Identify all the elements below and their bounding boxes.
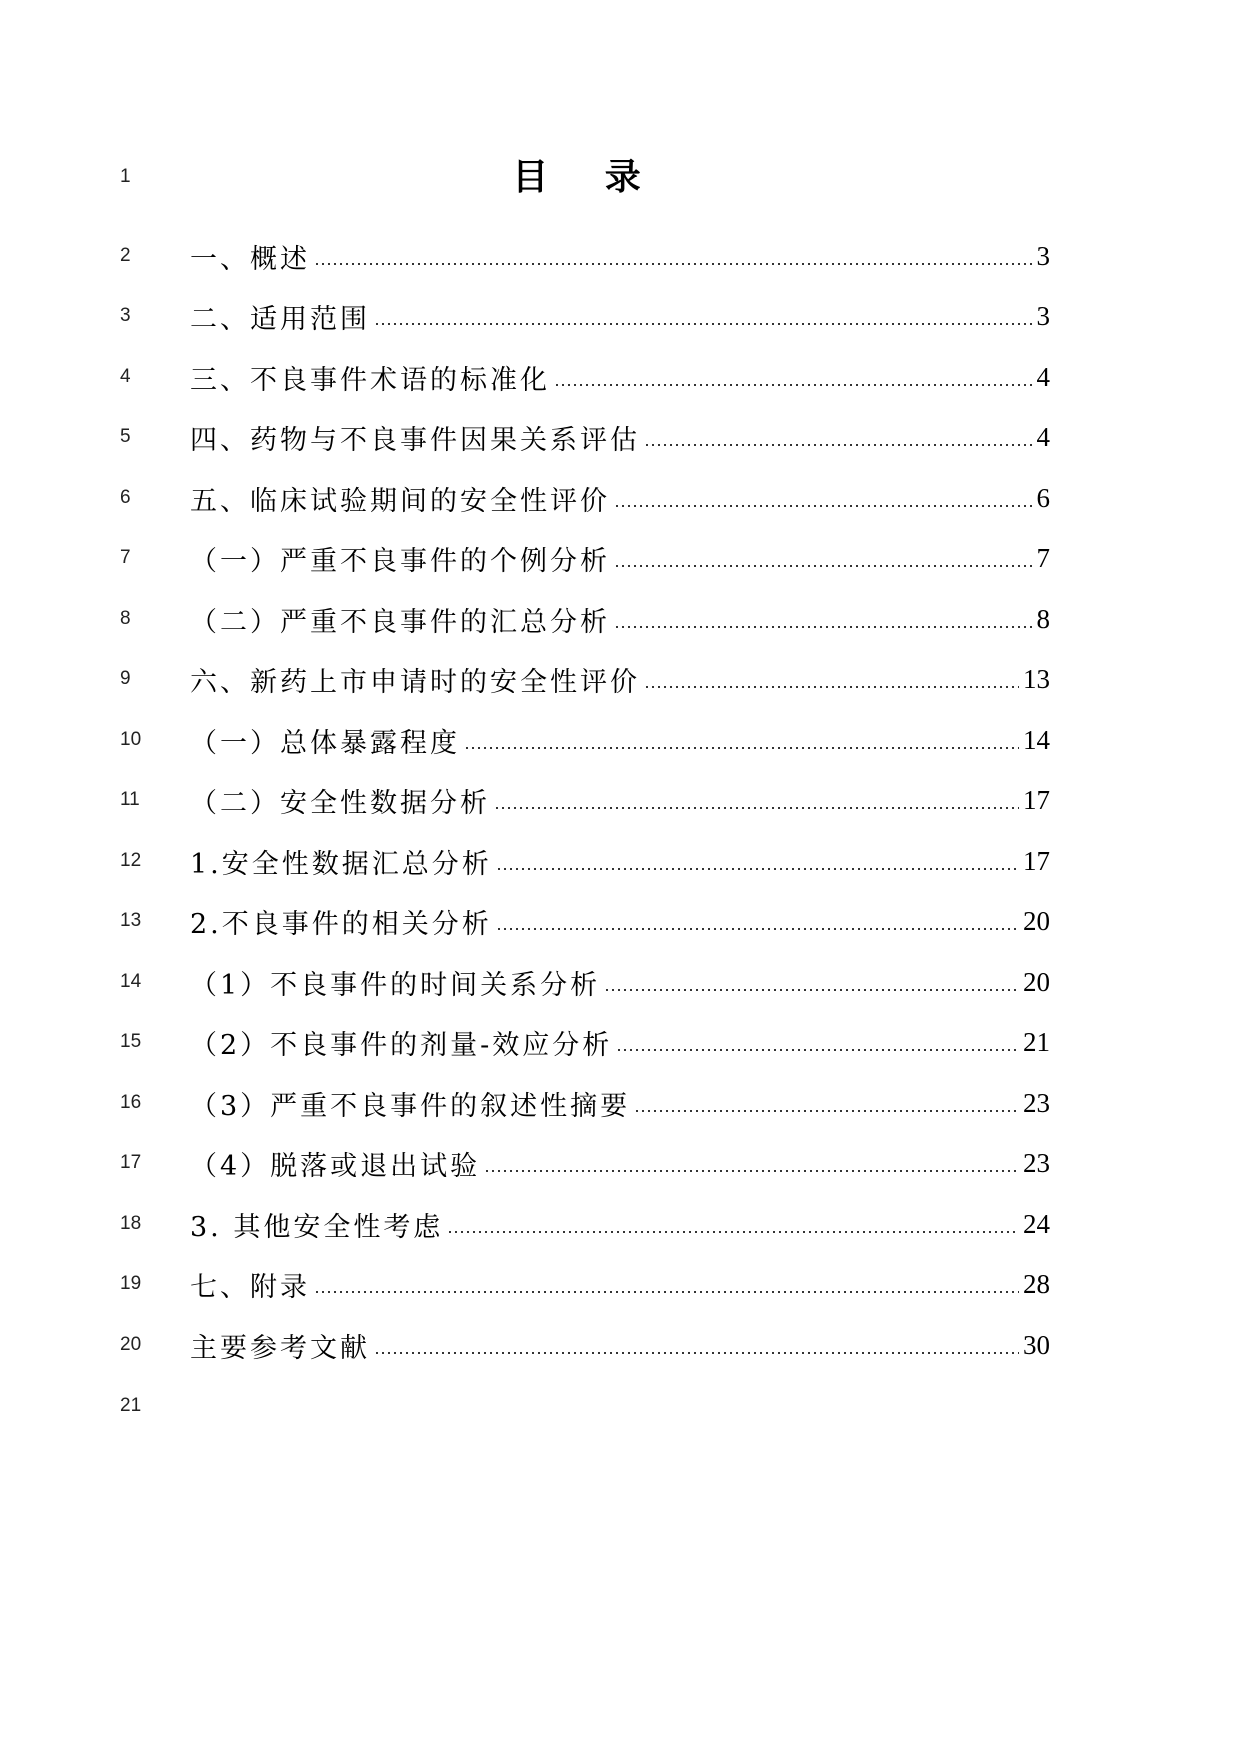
title-row bbox=[0, 157, 1240, 197]
toc-entry-title: （二）安全性数据分析 bbox=[190, 787, 490, 819]
toc-entry-content bbox=[190, 1083, 1050, 1123]
line-number: 10 bbox=[120, 729, 142, 750]
line-number: 11 bbox=[120, 789, 140, 810]
toc-entry-page: 17 bbox=[1023, 784, 1050, 815]
toc-entry-content bbox=[190, 478, 1050, 518]
line-number: 13 bbox=[120, 910, 142, 931]
dot-leader bbox=[616, 1022, 1019, 1062]
toc-entry-title: （二）严重不良事件的汇总分析 bbox=[190, 606, 610, 638]
toc-entry-content bbox=[190, 1143, 1050, 1183]
toc-entry-title: 二、适用范围 bbox=[190, 303, 370, 335]
toc-entry-content bbox=[190, 780, 1050, 820]
toc-entry-content bbox=[190, 1264, 1050, 1304]
dot-leader bbox=[614, 538, 1033, 578]
toc-entry-title: 四、药物与不良事件因果关系评估 bbox=[190, 424, 640, 456]
toc-entry-content bbox=[190, 236, 1050, 276]
toc-entry[interactable] bbox=[0, 1204, 1240, 1244]
toc-entry[interactable] bbox=[0, 417, 1240, 457]
toc-entry-page: 20 bbox=[1023, 966, 1050, 997]
toc-entry-page: 14 bbox=[1023, 724, 1050, 755]
toc-entry-page: 24 bbox=[1023, 1208, 1050, 1239]
toc-entry-content bbox=[190, 1325, 1050, 1365]
dot-leader bbox=[464, 720, 1019, 760]
toc-entry-title: （2）不良事件的剂量-效应分析 bbox=[190, 1029, 613, 1061]
toc-entry[interactable] bbox=[0, 841, 1240, 881]
dot-leader bbox=[614, 599, 1033, 639]
toc-entry-page: 17 bbox=[1023, 845, 1050, 876]
line-number: 14 bbox=[120, 971, 142, 992]
toc-entry-content bbox=[190, 962, 1050, 1002]
toc-entry[interactable] bbox=[0, 780, 1240, 820]
toc-entry-page: 8 bbox=[1036, 603, 1050, 634]
toc-entry-page: 7 bbox=[1036, 542, 1050, 573]
toc-entry-page: 23 bbox=[1023, 1087, 1050, 1118]
toc-entry-title: （一）严重不良事件的个例分析 bbox=[190, 545, 610, 577]
dot-leader bbox=[644, 417, 1033, 457]
toc-entry-page: 13 bbox=[1023, 663, 1050, 694]
toc-entry-page: 3 bbox=[1036, 240, 1050, 271]
line-number: 3 bbox=[120, 305, 131, 326]
toc-entry[interactable] bbox=[0, 1083, 1240, 1123]
toc-entry-title: （4）脱落或退出试验 bbox=[190, 1150, 481, 1182]
toc-entry-page: 28 bbox=[1023, 1268, 1050, 1299]
toc-entry-title: 六、新药上市申请时的安全性评价 bbox=[190, 666, 640, 698]
toc-entry[interactable] bbox=[0, 962, 1240, 1002]
line-number: 7 bbox=[120, 547, 131, 568]
toc-entry-content bbox=[190, 659, 1050, 699]
toc-entry-page: 30 bbox=[1023, 1329, 1050, 1360]
dot-leader bbox=[614, 478, 1033, 518]
dot-leader bbox=[634, 1083, 1019, 1123]
line-number: 16 bbox=[120, 1092, 142, 1113]
line-number: 9 bbox=[120, 668, 131, 689]
toc-entry-page: 4 bbox=[1036, 361, 1050, 392]
toc-entry-title: 主要参考文献 bbox=[190, 1332, 370, 1364]
toc-entry-page: 6 bbox=[1036, 482, 1050, 513]
line-number: 20 bbox=[120, 1334, 142, 1355]
line-number: 15 bbox=[120, 1031, 142, 1052]
dot-leader bbox=[494, 780, 1019, 820]
toc-entry[interactable] bbox=[0, 1264, 1240, 1304]
toc-entry-content bbox=[190, 417, 1050, 457]
toc-entry-title: 一、概述 bbox=[190, 243, 310, 275]
toc-entry-title: （一）总体暴露程度 bbox=[190, 727, 460, 759]
toc-entry-title: 五、临床试验期间的安全性评价 bbox=[190, 485, 610, 517]
line-number: 1 bbox=[120, 166, 131, 187]
toc-entry-title: 七、附录 bbox=[190, 1271, 310, 1303]
line-number: 5 bbox=[120, 426, 131, 447]
line-number: 6 bbox=[120, 487, 131, 508]
dot-leader bbox=[496, 841, 1019, 881]
toc-entry-page: 4 bbox=[1036, 421, 1050, 452]
line-number: 17 bbox=[120, 1152, 142, 1173]
dot-leader bbox=[314, 1264, 1019, 1304]
toc-entry-content bbox=[190, 357, 1050, 397]
toc-entry-title: 3. 其他安全性考虑 bbox=[190, 1211, 444, 1243]
line-number: 19 bbox=[120, 1273, 142, 1294]
toc-entry-content bbox=[190, 1204, 1050, 1244]
toc-entry[interactable] bbox=[0, 236, 1240, 276]
toc-entry[interactable] bbox=[0, 659, 1240, 699]
line-number: 4 bbox=[120, 366, 131, 387]
dot-leader bbox=[644, 659, 1019, 699]
toc-entry-page: 23 bbox=[1023, 1147, 1050, 1178]
dot-leader bbox=[484, 1143, 1019, 1183]
toc-entry[interactable] bbox=[0, 720, 1240, 760]
toc-entry-title: 2.不良事件的相关分析 bbox=[190, 908, 492, 940]
dot-leader bbox=[447, 1204, 1019, 1244]
blank-line-row bbox=[0, 1386, 1240, 1426]
toc-entry-title: （1）不良事件的时间关系分析 bbox=[190, 969, 601, 1001]
toc-entry-content bbox=[190, 1022, 1050, 1062]
toc-entry-content bbox=[190, 599, 1050, 639]
toc-entry[interactable] bbox=[0, 901, 1240, 941]
toc-entry-title: 1.安全性数据汇总分析 bbox=[190, 848, 492, 880]
line-number: 8 bbox=[120, 608, 131, 629]
dot-leader bbox=[374, 1325, 1019, 1365]
dot-leader bbox=[314, 236, 1033, 276]
toc-entry-page: 3 bbox=[1036, 300, 1050, 331]
toc-entry[interactable] bbox=[0, 1143, 1240, 1183]
toc-entry[interactable] bbox=[0, 599, 1240, 639]
line-number: 21 bbox=[120, 1395, 142, 1416]
toc-entry-content bbox=[190, 841, 1050, 881]
line-number: 2 bbox=[120, 245, 131, 266]
toc-entry-title: （3）严重不良事件的叙述性摘要 bbox=[190, 1090, 631, 1122]
toc-entry-page: 20 bbox=[1023, 905, 1050, 936]
toc-entry[interactable] bbox=[0, 538, 1240, 578]
toc-entry[interactable] bbox=[0, 478, 1240, 518]
toc-entry-title: 三、不良事件术语的标准化 bbox=[190, 364, 550, 396]
line-number: 12 bbox=[120, 850, 142, 871]
dot-leader bbox=[496, 901, 1019, 941]
dot-leader bbox=[374, 296, 1033, 336]
toc-entry[interactable] bbox=[0, 296, 1240, 336]
toc-entry[interactable] bbox=[0, 1325, 1240, 1365]
dot-leader bbox=[554, 357, 1033, 397]
toc-entry-content bbox=[190, 296, 1050, 336]
toc-entry-content bbox=[190, 901, 1050, 941]
toc-entry-content bbox=[190, 720, 1050, 760]
dot-leader bbox=[604, 962, 1019, 1002]
toc-entry-page: 21 bbox=[1023, 1026, 1050, 1057]
page-title: 目 录 bbox=[512, 156, 663, 198]
line-number: 18 bbox=[120, 1213, 142, 1234]
toc-entry[interactable] bbox=[0, 357, 1240, 397]
toc-entry[interactable] bbox=[0, 1022, 1240, 1062]
toc-entry-content bbox=[190, 538, 1050, 578]
